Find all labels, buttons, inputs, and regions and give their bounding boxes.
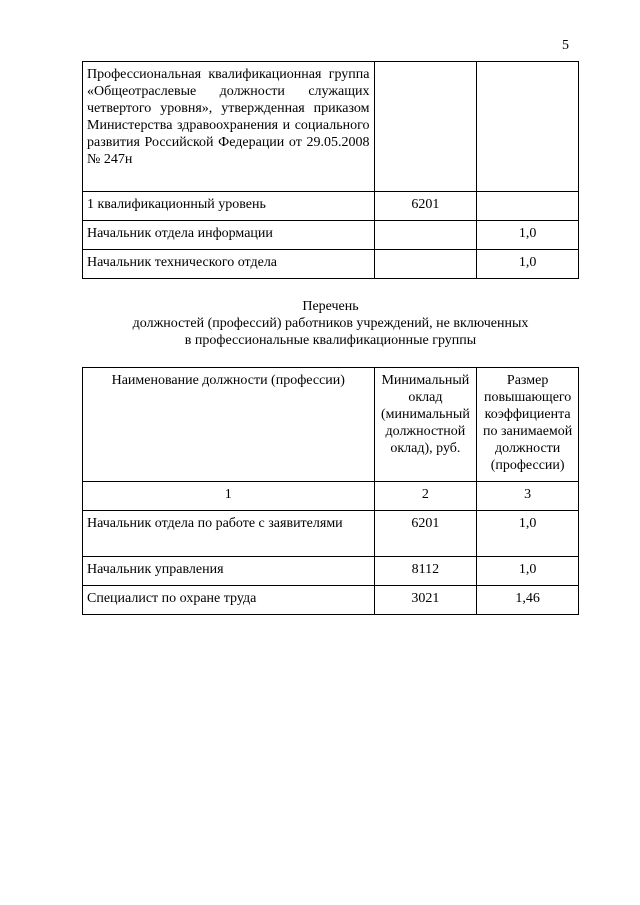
salary-cell	[374, 250, 477, 279]
position-name-cell: Профессиональная квалификационная группа «Общеотраслевые должности служащих четвертого уровня», утвержденная приказом Министерства здравоохранения и социального развития Российской Федерации от 29.05.2008 № 247н	[83, 62, 375, 192]
coefficient-cell: 1,0	[477, 250, 579, 279]
table-row	[83, 221, 579, 250]
column-number-2: 2	[374, 482, 477, 511]
position-name-cell: Начальник отдела по работе с заявителями	[83, 511, 375, 557]
coefficient-cell	[477, 62, 579, 192]
salary-cell	[374, 62, 477, 192]
salary-cell: 3021	[374, 586, 477, 615]
table-row	[83, 586, 579, 615]
coefficient-cell	[477, 192, 579, 221]
table-row	[83, 557, 579, 586]
position-name-cell: Начальник отдела информации	[83, 221, 375, 250]
position-name-cell: 1 квалификационный уровень	[83, 192, 375, 221]
salary-cell: 8112	[374, 557, 477, 586]
section-heading	[82, 298, 579, 349]
salary-cell	[374, 221, 477, 250]
coefficient-cell: 1,0	[477, 511, 579, 557]
header-position-name: Наименование должности (профессии)	[83, 368, 375, 482]
header-coefficient: Размер повышающего коэффициента по занимаемой должности (профессии)	[477, 368, 579, 482]
salary-cell: 6201	[374, 192, 477, 221]
qualification-group-table	[82, 61, 579, 279]
heading-line-1: Перечень	[302, 299, 359, 314]
coefficient-cell: 1,46	[477, 586, 579, 615]
table-row	[83, 62, 579, 192]
page-number: 5	[562, 38, 569, 53]
table-row	[83, 250, 579, 279]
coefficient-cell: 1,0	[477, 221, 579, 250]
positions-table	[82, 367, 579, 615]
position-name-cell: Начальник управления	[83, 557, 375, 586]
header-min-salary: Минимальный оклад (минимальный должностной оклад), руб.	[374, 368, 477, 482]
heading-line-2: должностей (профессий) работников учреждений, не включенных	[132, 316, 529, 331]
table-header-row	[83, 368, 579, 482]
coefficient-cell: 1,0	[477, 557, 579, 586]
column-number-3: 3	[477, 482, 579, 511]
salary-cell: 6201	[374, 511, 477, 557]
table-row	[83, 511, 579, 557]
column-number-1: 1	[83, 482, 375, 511]
column-number-row	[83, 482, 579, 511]
position-name-cell: Начальник технического отдела	[83, 250, 375, 279]
table-row	[83, 192, 579, 221]
position-name-cell: Специалист по охране труда	[83, 586, 375, 615]
heading-line-3: в профессиональные квалификационные группы	[184, 333, 477, 348]
